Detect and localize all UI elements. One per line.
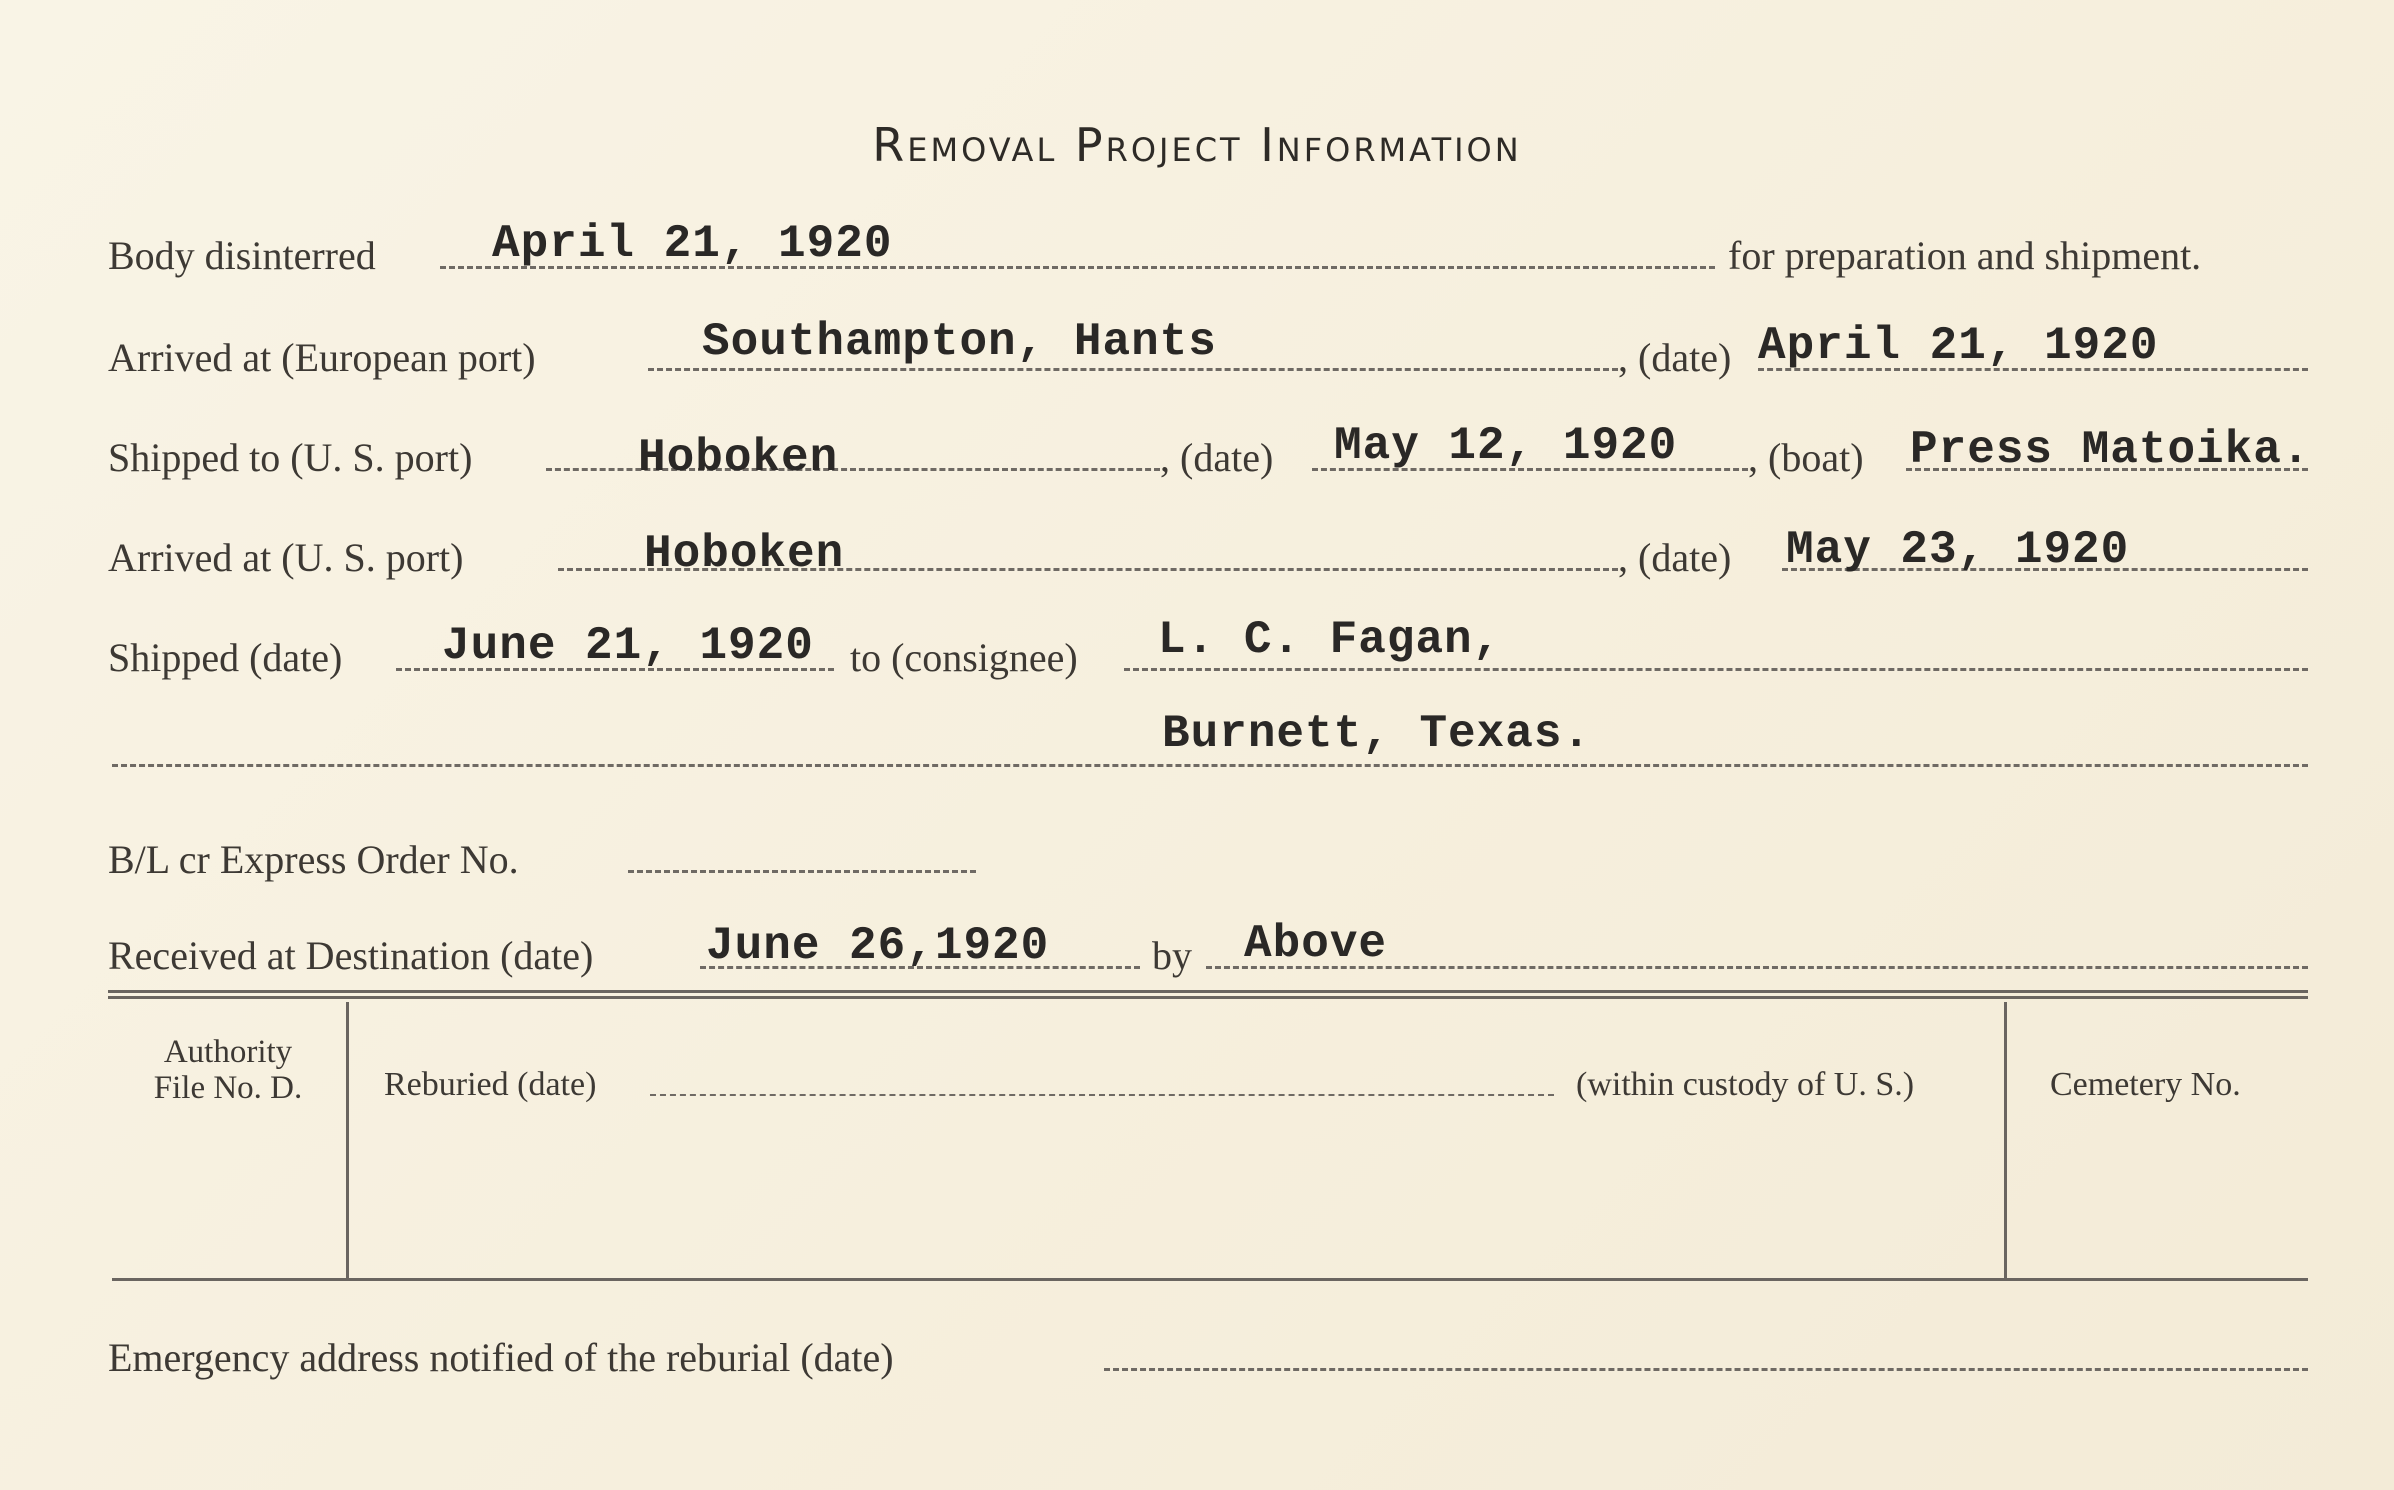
boat-label: , (boat) [1748, 435, 1864, 480]
custody-label: (within custody of U. S.) [1576, 1066, 1915, 1103]
shipped-us-value: Hoboken [638, 432, 839, 484]
european-port-line [648, 368, 1618, 371]
consignee-line [1124, 668, 2308, 671]
bl-order-label: B/L cr Express Order No. [108, 837, 519, 882]
arrived-us-date-value: May 23, 1920 [1786, 524, 2130, 576]
reburied-label: Reburied (date) [384, 1066, 597, 1103]
european-date-label: , (date) [1618, 335, 1732, 380]
consignee-second-line [112, 764, 2308, 767]
received-by-label: by [1152, 933, 1192, 978]
disinterred-value: April 21, 1920 [492, 218, 893, 270]
disinterred-label: Body disinterred [108, 233, 376, 278]
shipped-us-date-value: May 12, 1920 [1334, 420, 1678, 472]
shipped-us-date-label: , (date) [1160, 435, 1274, 480]
shipped-us-label: Shipped to (U. S. port) [108, 435, 473, 480]
arrived-us-value: Hoboken [644, 528, 845, 580]
emergency-label: Emergency address notified of the reburial (date) [108, 1335, 894, 1380]
shipped-date-value: June 21, 1920 [442, 620, 814, 672]
received-by-value: Above [1244, 918, 1388, 970]
authority-line1: Authority [163, 1034, 293, 1070]
authority-line2: File No. D. [153, 1070, 303, 1106]
emergency-line [1104, 1368, 2308, 1371]
authority-label [112, 1034, 344, 1106]
reburied-line [650, 1094, 1554, 1096]
boat-value: Press Matoika. [1910, 424, 2311, 476]
european-date-value: April 21, 1920 [1758, 320, 2159, 372]
box-divider-right [2004, 1002, 2007, 1278]
bl-order-line [628, 870, 976, 873]
card-title: Removal Project Information [872, 118, 1522, 172]
european-port-value: Southampton, Hants [702, 316, 1217, 368]
arrived-us-date-label: , (date) [1618, 535, 1732, 580]
box-divider-left [346, 1002, 349, 1278]
consignee-line1: L. C. Fagan, [1158, 614, 1502, 666]
cemetery-label: Cemetery No. [2050, 1066, 2241, 1103]
received-label: Received at Destination (date) [108, 933, 594, 978]
shipped-date-label: Shipped (date) [108, 635, 343, 680]
box-bottom-border [112, 1278, 2308, 1281]
arrived-us-label: Arrived at (U. S. port) [108, 535, 464, 580]
consignee-label: to (consignee) [850, 635, 1078, 680]
disinterred-suffix: for preparation and shipment. [1728, 233, 2202, 278]
box-top-border [108, 990, 2308, 999]
received-value: June 26,1920 [706, 920, 1050, 972]
european-port-label: Arrived at (European port) [108, 335, 536, 380]
consignee-line2: Burnett, Texas. [1162, 708, 1592, 760]
